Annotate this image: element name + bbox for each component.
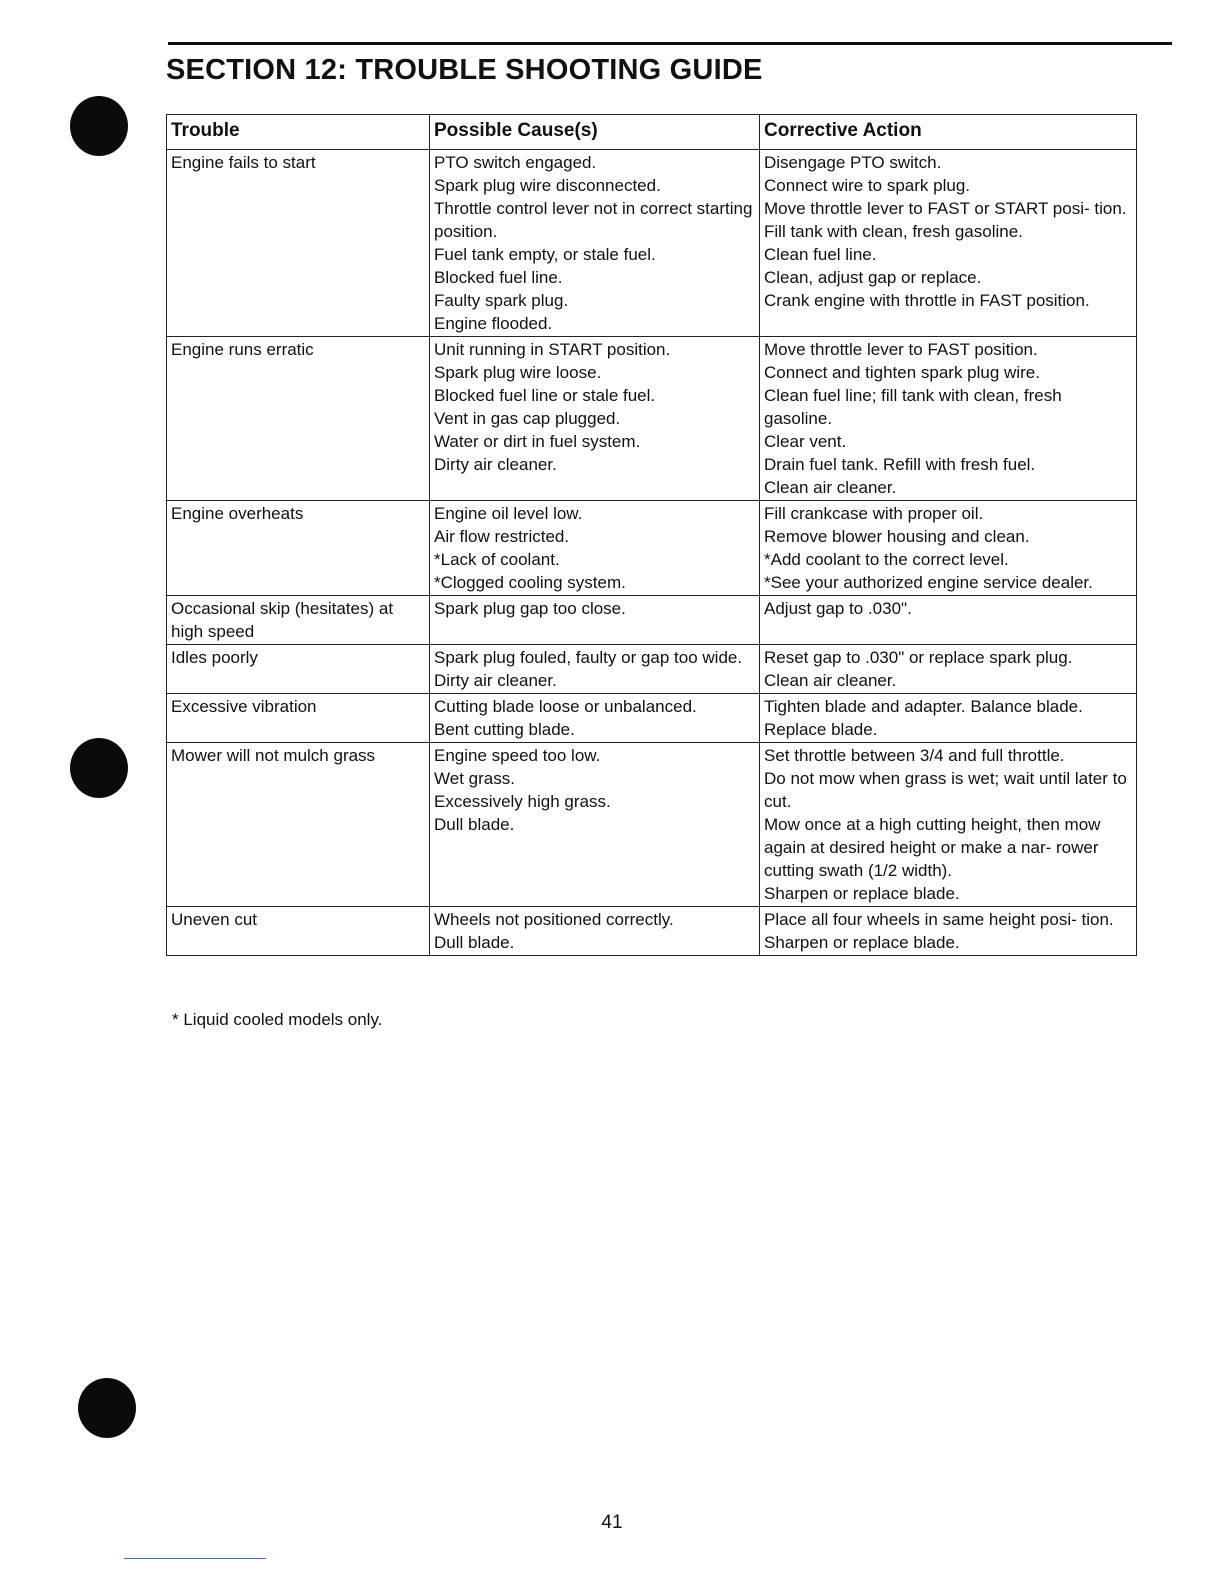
table-row [167, 337, 1137, 501]
cause-line: Dull blade. [434, 933, 515, 952]
cause-line: Cutting blade loose or unbalanced. [434, 697, 697, 716]
binder-hole-bottom [78, 1378, 136, 1438]
trouble-cell: Engine fails to start [167, 150, 430, 337]
action-line: Move throttle lever to FAST position. [764, 340, 1038, 359]
action-line: Drain fuel tank. Refill with fresh fuel. [764, 455, 1036, 474]
action-line: Disengage PTO switch. [764, 153, 942, 172]
binder-hole-middle [70, 738, 128, 798]
header-possible-causes: Possible Cause(s) [430, 115, 760, 150]
table-row [167, 501, 1137, 596]
cause-cell [430, 501, 760, 596]
cause-line: Engine oil level low. [434, 504, 583, 523]
action-line: Do not mow when grass is wet; wait until later to cut. [764, 769, 1127, 811]
cause-line: Spark plug fouled, faulty or gap too wide. [434, 648, 743, 667]
action-cell [760, 645, 1137, 694]
cause-line: Excessively high grass. [434, 792, 611, 811]
action-line: Crank engine with throttle in FAST position. [764, 291, 1090, 310]
table-row [167, 743, 1137, 907]
action-cell [760, 596, 1137, 645]
cause-cell [430, 337, 760, 501]
action-line: Reset gap to .030" or replace spark plug. [764, 648, 1073, 667]
cause-line: Wheels not positioned correctly. [434, 910, 674, 929]
cause-line: Blocked fuel line or stale fuel. [434, 386, 656, 405]
action-cell [760, 743, 1137, 907]
action-line: Move throttle lever to FAST or START posi- tion. [764, 199, 1127, 218]
trouble-cell: Excessive vibration [167, 694, 430, 743]
page-number: 41 [601, 1512, 623, 1533]
table-header-row [167, 115, 1137, 150]
cause-line: Spark plug gap too close. [434, 599, 626, 618]
action-cell [760, 150, 1137, 337]
action-line: Clean air cleaner. [764, 478, 897, 497]
cause-line: PTO switch engaged. [434, 153, 597, 172]
action-cell [760, 907, 1137, 956]
troubleshooting-table [166, 114, 1137, 956]
cause-line: *Clogged cooling system. [434, 573, 626, 592]
action-cell [760, 337, 1137, 501]
action-line: Set throttle between 3/4 and full throttle. [764, 746, 1065, 765]
binder-hole-top [70, 96, 128, 156]
action-line: Replace blade. [764, 720, 878, 739]
trouble-cell: Uneven cut [167, 907, 430, 956]
action-cell [760, 501, 1137, 596]
cause-line: Dull blade. [434, 815, 515, 834]
cause-cell [430, 150, 760, 337]
table-row [167, 645, 1137, 694]
cause-cell [430, 645, 760, 694]
cause-line: Dirty air cleaner. [434, 455, 557, 474]
action-line: Place all four wheels in same height posi- tion. [764, 910, 1114, 929]
table-row [167, 150, 1137, 337]
cause-cell [430, 694, 760, 743]
bottom-rule [124, 1558, 266, 1559]
cause-line: Fuel tank empty, or stale fuel. [434, 245, 656, 264]
trouble-cell: Idles poorly [167, 645, 430, 694]
action-cell [760, 694, 1137, 743]
cause-line: Faulty spark plug. [434, 291, 569, 310]
cause-line: Engine flooded. [434, 314, 553, 333]
action-line: Clean fuel line. [764, 245, 877, 264]
cause-line: Spark plug wire loose. [434, 363, 602, 382]
cause-line: Bent cutting blade. [434, 720, 575, 739]
action-line: *See your authorized engine service dealer. [764, 573, 1093, 592]
top-rule [168, 42, 1172, 45]
trouble-cell: Engine runs erratic [167, 337, 430, 501]
cause-cell [430, 907, 760, 956]
header-trouble: Trouble [167, 115, 430, 150]
cause-line: Unit running in START position. [434, 340, 671, 359]
action-line: Connect wire to spark plug. [764, 176, 970, 195]
action-line: *Add coolant to the correct level. [764, 550, 1009, 569]
cause-line: *Lack of coolant. [434, 550, 560, 569]
cause-cell [430, 743, 760, 907]
action-line: Sharpen or replace blade. [764, 884, 960, 903]
action-line: Mow once at a high cutting height, then mow again at desired height or make a nar- rower cutting swath (1/2 width). [764, 815, 1101, 880]
action-line: Fill crankcase with proper oil. [764, 504, 984, 523]
trouble-cell: Occasional skip (hesitates) at high speed [167, 596, 430, 645]
action-line: Tighten blade and adapter. Balance blade. [764, 697, 1083, 716]
action-line: Sharpen or replace blade. [764, 933, 960, 952]
trouble-cell: Mower will not mulch grass [167, 743, 430, 907]
table-row [167, 596, 1137, 645]
page-title: SECTION 12: TROUBLE SHOOTING GUIDE [166, 54, 763, 86]
action-line: Clean, adjust gap or replace. [764, 268, 982, 287]
header-corrective-action: Corrective Action [760, 115, 1137, 150]
table-row [167, 694, 1137, 743]
action-line: Connect and tighten spark plug wire. [764, 363, 1040, 382]
cause-line: Wet grass. [434, 769, 515, 788]
cause-line: Vent in gas cap plugged. [434, 409, 621, 428]
cause-line: Engine speed too low. [434, 746, 601, 765]
action-line: Clean fuel line; fill tank with clean, fresh gasoline. [764, 386, 1062, 428]
cause-line: Blocked fuel line. [434, 268, 563, 287]
action-line: Clear vent. [764, 432, 847, 451]
trouble-cell: Engine overheats [167, 501, 430, 596]
action-line: Remove blower housing and clean. [764, 527, 1030, 546]
action-line: Fill tank with clean, fresh gasoline. [764, 222, 1023, 241]
table-row [167, 907, 1137, 956]
cause-line: Throttle control lever not in correct starting position. [434, 199, 753, 241]
action-line: Clean air cleaner. [764, 671, 897, 690]
action-line: Adjust gap to .030". [764, 599, 912, 618]
cause-line: Spark plug wire disconnected. [434, 176, 661, 195]
footnote: * Liquid cooled models only. [172, 1010, 383, 1029]
cause-line: Dirty air cleaner. [434, 671, 557, 690]
cause-line: Air flow restricted. [434, 527, 570, 546]
cause-line: Water or dirt in fuel system. [434, 432, 641, 451]
cause-cell [430, 596, 760, 645]
